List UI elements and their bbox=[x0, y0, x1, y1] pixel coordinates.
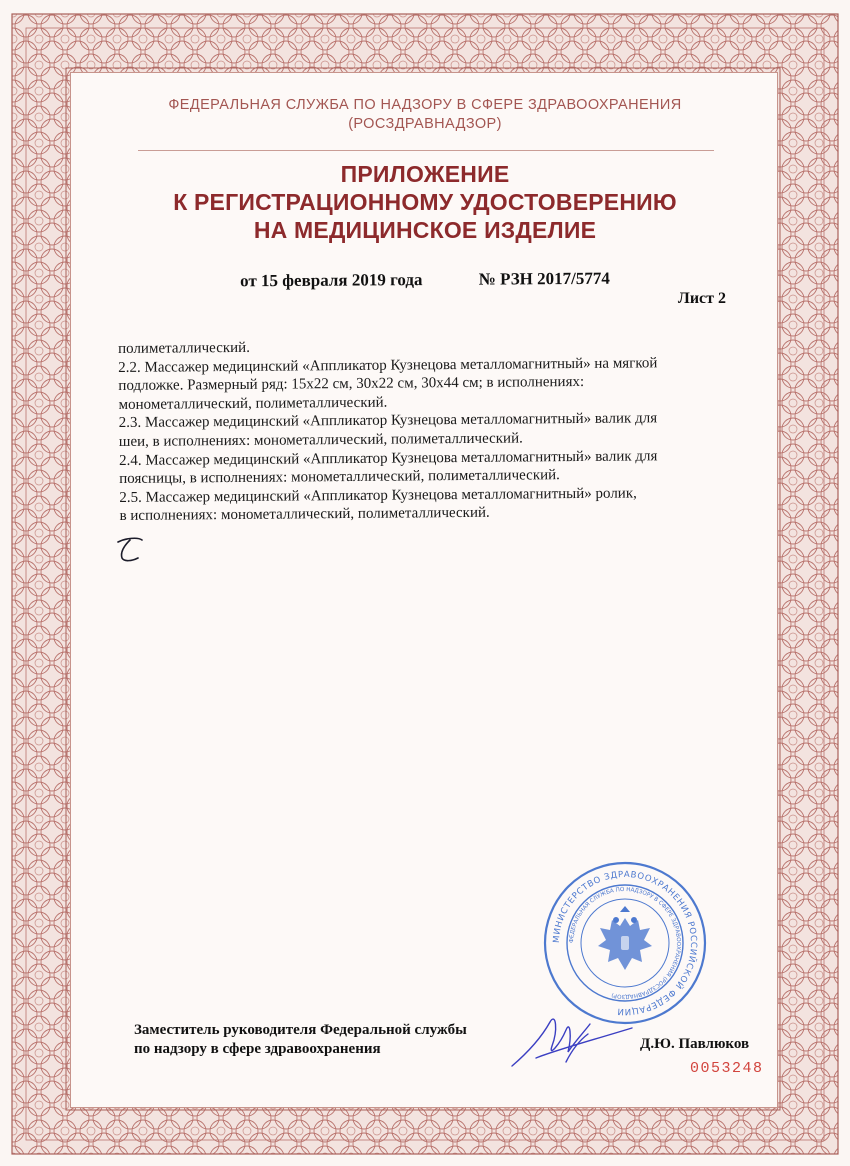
issue-date: от 15 февраля 2019 года bbox=[240, 270, 423, 291]
agency-name: ФЕДЕРАЛЬНАЯ СЛУЖБА ПО НАДЗОРУ В СФЕРЕ ЗДРАВООХРАНЕНИЯ bbox=[168, 97, 682, 113]
body-text bbox=[118, 335, 740, 526]
seal-inner-text: ФЕДЕРАЛЬНАЯ СЛУЖБА ПО НАДЗОРУ В СФЕРЕ ЗДРАВООХРАНЕНИЯ (РОСЗДРАВНАДЗОР) bbox=[568, 886, 682, 1000]
signer-position-line-2: по надзору в сфере здравоохранения bbox=[134, 1041, 381, 1057]
signer-name: Д.Ю. Павлюков bbox=[640, 1036, 750, 1052]
title-line-2: К РЕГИСТРАЦИОННОМУ УДОСТОВЕРЕНИЮ bbox=[173, 189, 677, 215]
seal-ring-text: МИНИСТЕРСТВО ЗДРАВООХРАНЕНИЯ РОССИЙСКОЙ ФЕДЕРАЦИИ bbox=[551, 869, 699, 1017]
agency-header bbox=[0, 96, 850, 134]
sheet-number: Лист 2 bbox=[677, 290, 726, 307]
body-line: монометаллический, полиметаллический. bbox=[118, 394, 388, 413]
body-line: 2.4. Массажер медицинский «Аппликатор Кузнецова металломагнитный» валик для bbox=[118, 447, 658, 469]
signer-position-line-1: Заместитель руководителя Федеральной службы bbox=[134, 1022, 467, 1038]
title-line-1: ПРИЛОЖЕНИЕ bbox=[340, 161, 510, 187]
signer-position bbox=[134, 1021, 467, 1059]
agency-abbreviation: (РОСЗДРАВНАДЗОР) bbox=[348, 116, 502, 132]
form-serial-number: 0053248 bbox=[690, 1060, 764, 1077]
body-line: подложке. Размерный ряд: 15х22 см, 30х22 см, 30х44 см; в исполнениях: bbox=[118, 374, 585, 395]
body-line: шеи, в исполнениях: монометаллический, полиметаллический. bbox=[118, 430, 523, 450]
body-line: в исполнениях: монометаллический, полиметаллический. bbox=[119, 505, 490, 525]
header-divider bbox=[138, 150, 714, 151]
body-line: поясницы, в исполнениях: монометаллический, полиметаллический. bbox=[119, 467, 560, 488]
registration-number: № РЗН 2017/5774 bbox=[478, 268, 610, 289]
title-line-3: НА МЕДИЦИНСКОЕ ИЗДЕЛИЕ bbox=[253, 217, 597, 243]
handwritten-signature-icon bbox=[506, 1000, 646, 1080]
document-title bbox=[0, 160, 850, 244]
body-line: 2.5. Массажер медицинский «Аппликатор Кузнецова металломагнитный» ролик, bbox=[119, 485, 637, 506]
double-headed-eagle-icon bbox=[598, 906, 652, 970]
body-line: 2.2. Массажер медицинский «Аппликатор Кузнецова металломагнитный» на мягкой bbox=[118, 354, 658, 376]
body-line: полиметаллический. bbox=[118, 339, 250, 357]
body-line: 2.3. Массажер медицинский «Аппликатор Кузнецова металломагнитный» валик для bbox=[118, 410, 658, 432]
handwritten-mark-icon bbox=[112, 534, 152, 568]
